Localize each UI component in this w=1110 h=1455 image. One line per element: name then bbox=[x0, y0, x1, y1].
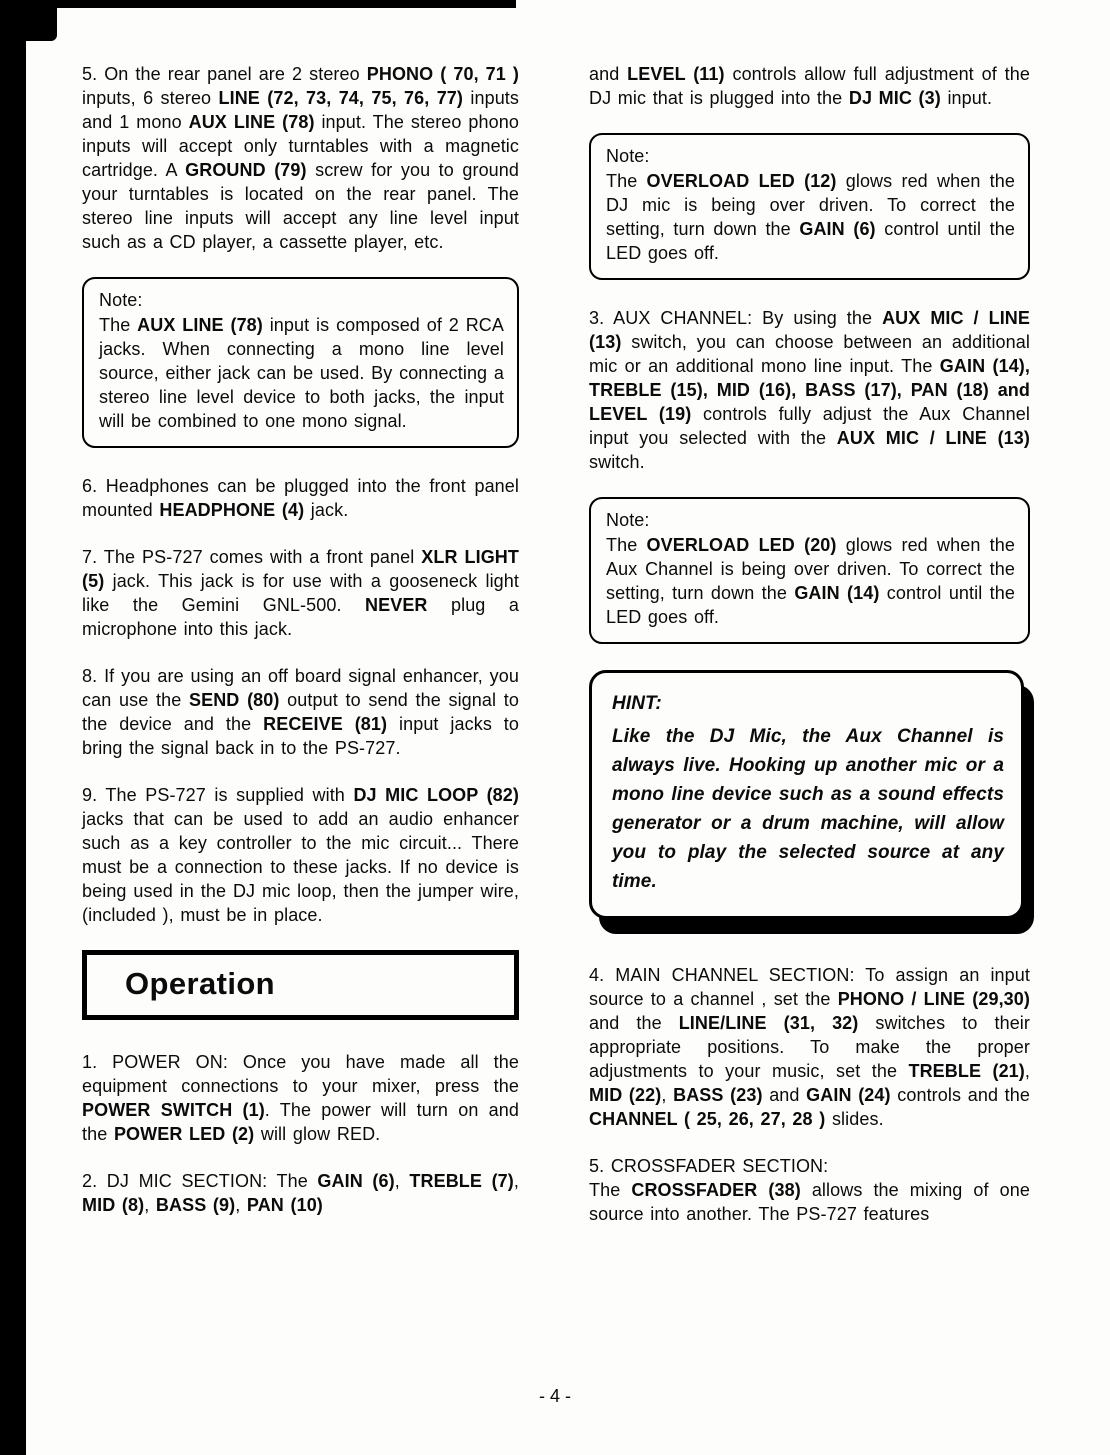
paragraph-aux-channel: 3. AUX CHANNEL: By using the AUX MIC / LINE (13) switch, you can choose between an additional mic or an additional mono line input. The GAIN (14), TREBLE (15), MID (16), BASS (17), PAN (18) and LEVEL (19) controls fully adjust the Aux Channel input you selected with the AUX MIC / LINE (13) switch. bbox=[589, 308, 1031, 472]
note-label: Note: bbox=[606, 146, 650, 166]
page-number: - 4 - bbox=[538, 1386, 571, 1406]
note-body-aux-line: The AUX LINE (78) input is composed of 2 RCA jacks. When connecting a mono line level source, either jack can be used. By connecting a stereo line level device to both jacks, the input will be combined to one mono signal. bbox=[99, 315, 504, 431]
hint-label: HINT: bbox=[612, 693, 662, 714]
paragraph-main-channel: 4. MAIN CHANNEL SECTION: To assign an input source to a channel , set the PHONO / LINE (29,30) and the LINE/LINE (31, 32) switches to their appropriate positions. To make the proper adjustments to your music, set the TREBLE (21), MID (22), BASS (23) and GAIN (24) controls and the CHANNEL ( 25, 26, 27, 28 ) slides. bbox=[589, 965, 1031, 1129]
note-label: Note: bbox=[99, 290, 143, 310]
note-box-aux-line bbox=[82, 277, 519, 448]
scan-artifact-top-edge bbox=[0, 0, 516, 8]
note-box-overload-led-12 bbox=[589, 133, 1030, 280]
paragraph-xlr-light: 7. The PS-727 comes with a front panel XLR LIGHT (5) jack. This jack is for use with a gooseneck light like the Gemini GNL-500. NEVER plug a microphone into this jack. bbox=[82, 547, 519, 639]
hint-box bbox=[589, 670, 1024, 919]
hint-body: Like the DJ Mic, the Aux Channel is always live. Hooking up another mic or a mono line device such as a sound effects generator or a drum machine, will allow you to play the selected source at any time. bbox=[612, 726, 1004, 892]
paragraph-send-receive: 8. If you are using an off board signal enhancer, you can use the SEND (80) output to send the signal to the device and the RECEIVE (81) input jacks to bring the signal back in to the PS-727. bbox=[82, 666, 520, 758]
crossfader-section-heading: 5. CROSSFADER SECTION: bbox=[589, 1156, 829, 1176]
paragraph-power-on: 1. POWER ON: Once you have made all the equipment connections to your mixer, press the POWER SWITCH (1). The power will turn on and the POWER LED (2) will glow RED. bbox=[82, 1052, 519, 1144]
paragraph-dj-mic-section: 2. DJ MIC SECTION: The GAIN (6), TREBLE (7), MID (8), BASS (9), PAN (10) bbox=[82, 1171, 519, 1215]
operation-section-heading-box bbox=[82, 950, 519, 1020]
note-box-overload-led-20 bbox=[589, 497, 1030, 644]
right-column bbox=[589, 62, 1030, 1249]
crossfader-section-body: The CROSSFADER (38) allows the mixing of one source into another. The PS-727 features bbox=[589, 1180, 1030, 1224]
note-body-overload-led-12: The OVERLOAD LED (12) glows red when the DJ mic is being over driven. To correct the setting, turn down the GAIN (6) control until the LED goes off. bbox=[606, 171, 1015, 263]
scan-artifact-left-edge bbox=[0, 0, 26, 1455]
left-column bbox=[82, 62, 519, 1240]
paragraph-rear-panel-inputs: 5. On the rear panel are 2 stereo PHONO ( 70, 71 ) inputs, 6 stereo LINE (72, 73, 74, 75, 76, 77) inputs and 1 mono AUX LINE (78) input. The stereo phono inputs will accept only turntables with a magnetic cartridge. A GROUND (79) screw for you to ground your turntables is located on the rear panel. The stereo line inputs will accept any line level input such as a CD player, a cassette player, etc. bbox=[82, 64, 520, 252]
paragraph-headphones: 6. Headphones can be plugged into the front panel mounted HEADPHONE (4) jack. bbox=[82, 476, 519, 520]
paragraph-crossfader bbox=[589, 1154, 1030, 1226]
paragraph-dj-mic-loop: 9. The PS-727 is supplied with DJ MIC LOOP (82) jacks that can be used to add an audio enhancer such as a key controller to the mic circuit... There must be a connection to these jacks. If no device is being used in the DJ mic loop, then the jumper wire, (included ), must be in place. bbox=[82, 785, 519, 925]
operation-section-title: Operation bbox=[125, 966, 276, 1001]
note-label: Note: bbox=[606, 510, 650, 530]
note-body-overload-led-20: The OVERLOAD LED (20) glows red when the Aux Channel is being over driven. To correct the setting, turn down the GAIN (14) control until the LED goes off. bbox=[606, 535, 1015, 627]
paragraph-dj-mic-continued: and LEVEL (11) controls allow full adjustment of the DJ mic that is plugged into the DJ MIC (3) input. bbox=[589, 64, 1030, 108]
scan-artifact-corner bbox=[0, 0, 57, 41]
